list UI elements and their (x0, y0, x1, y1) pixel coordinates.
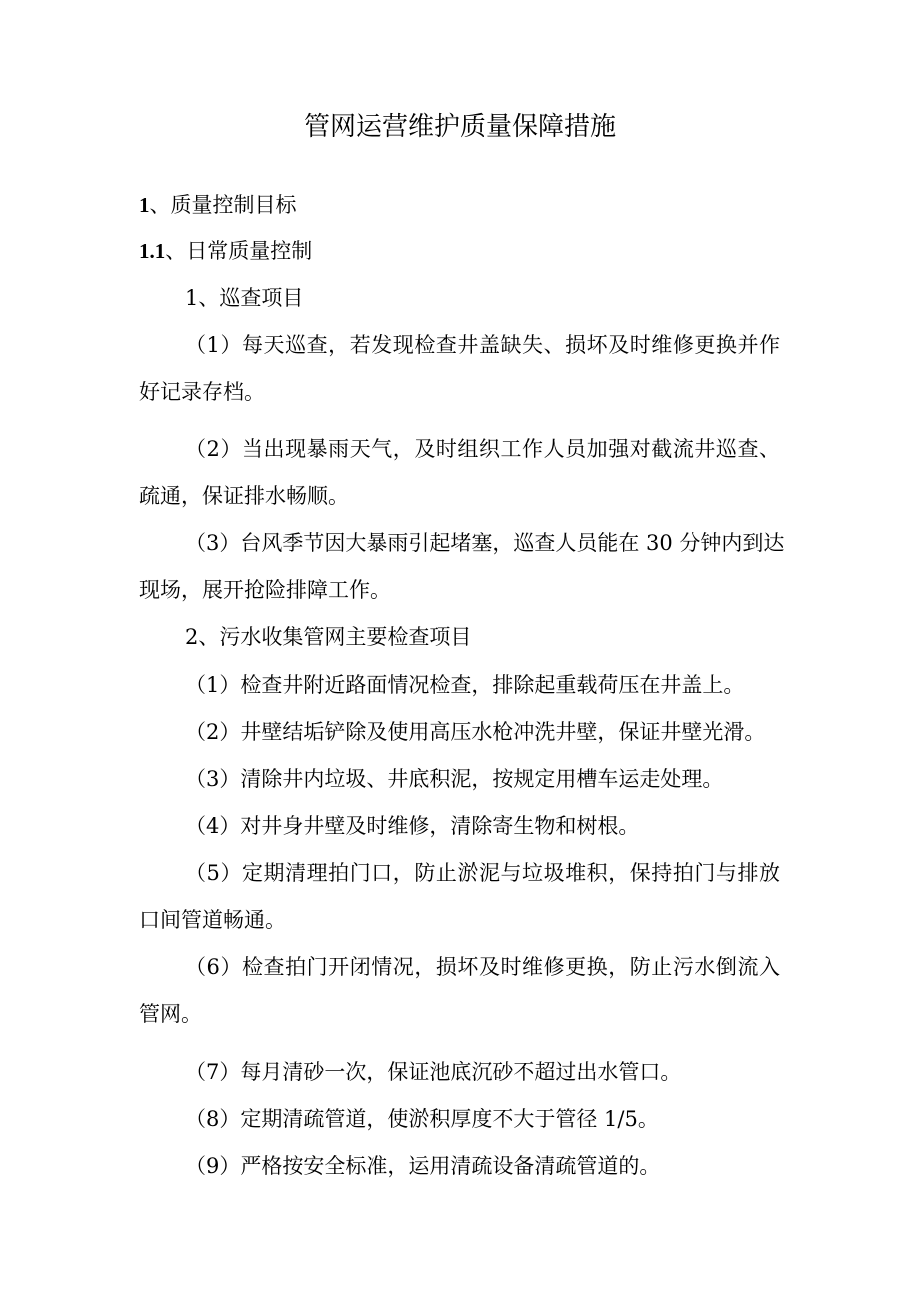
paragraph-line: 疏通，保证排水畅顺。 (139, 484, 349, 508)
heading-text: 、日常质量控制 (165, 239, 313, 263)
paragraph-line: （9）严格按安全标准，运用清疏设备清疏管道的。 (185, 1154, 661, 1178)
paragraph-line: （7）每月清砂一次，保证池底沉砂不超过出水管口。 (185, 1060, 682, 1084)
subsection-heading: 1、巡查项目 (185, 286, 304, 310)
paragraph-line: （8）定期清疏管道，使淤积厚度不大于管径 1/5。 (185, 1107, 659, 1131)
paragraph-line: 管网。 (139, 1002, 202, 1026)
paragraph-line: （4）对井身井壁及时维修，清除寄生物和树根。 (185, 814, 640, 838)
document-title: 管网运营维护质量保障措施 (303, 112, 616, 142)
heading-text: 、质量控制目标 (149, 193, 297, 217)
paragraph-line: （3）台风季节因大暴雨引起堵塞，巡查人员能在 30 分钟内到达 (185, 531, 785, 555)
paragraph-line: 好记录存档。 (139, 380, 265, 404)
paragraph-line: （6）检查拍门开闭情况，损坏及时维修更换，防止污水倒流入 (185, 955, 780, 979)
paragraph-line: （1）每天巡查，若发现检查井盖缺失、损坏及时维修更换并作 (185, 333, 780, 357)
paragraph-line: （3）清除井内垃圾、井底积泥，按规定用槽车运走处理。 (185, 767, 724, 791)
paragraph-line: （2）井壁结垢铲除及使用高压水枪冲洗井壁，保证井壁光滑。 (185, 720, 766, 744)
paragraph-line: 现场，展开抢险排障工作。 (139, 578, 391, 602)
heading-number: 1 (139, 193, 150, 217)
paragraph-line: （2）当出现暴雨天气，及时组织工作人员加强对截流井巡查、 (185, 437, 780, 461)
paragraph-line: （5）定期清理拍门口，防止淤泥与垃圾堆积，保持拍门与排放 (185, 861, 780, 885)
heading-number: 1.1 (139, 239, 166, 263)
section-heading (139, 238, 780, 264)
section-heading (139, 192, 780, 218)
paragraph-line: 口间管道畅通。 (139, 908, 286, 932)
subsection-heading: 2、污水收集管网主要检查项目 (185, 625, 472, 649)
paragraph-line: （1）检查井附近路面情况检查，排除起重载荷压在井盖上。 (185, 673, 745, 697)
